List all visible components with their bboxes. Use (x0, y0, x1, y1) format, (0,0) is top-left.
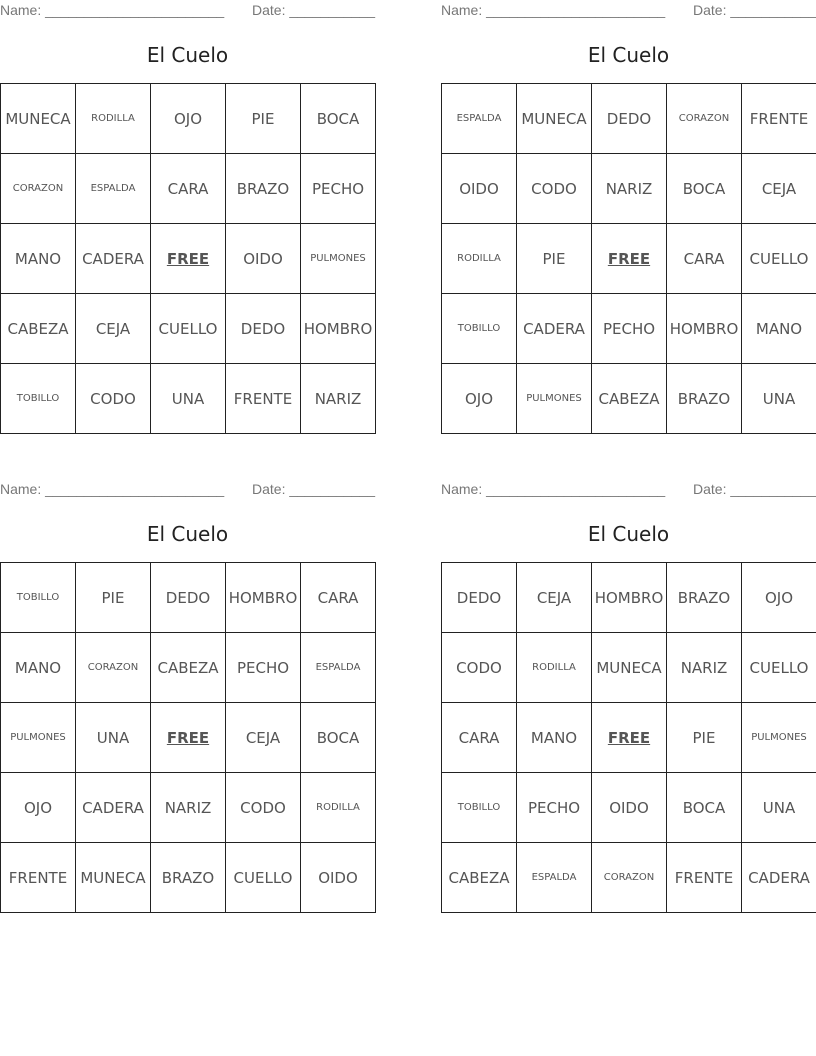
bingo-cell[interactable]: FRENTE (667, 843, 742, 913)
free-space[interactable]: FREE (151, 224, 226, 294)
bingo-cell[interactable]: MUNECA (517, 84, 592, 154)
grid-row (442, 773, 816, 843)
bingo-cell[interactable]: PECHO (592, 294, 667, 364)
bingo-grid (441, 83, 816, 434)
bingo-cell[interactable]: CARA (151, 154, 226, 224)
bingo-cell[interactable]: BRAZO (226, 154, 301, 224)
bingo-cell[interactable]: CABEZA (442, 843, 517, 913)
bingo-cell[interactable]: CUELLO (226, 843, 301, 913)
bingo-cell[interactable]: CADERA (742, 843, 816, 913)
bingo-cell[interactable]: OJO (1, 773, 76, 843)
bingo-cell[interactable]: PIE (76, 563, 151, 633)
bingo-cell[interactable]: CORAZON (76, 633, 151, 703)
bingo-cell[interactable]: CUELLO (742, 224, 816, 294)
bingo-cell[interactable]: RODILLA (442, 224, 517, 294)
grid-row (442, 843, 816, 913)
bingo-cell[interactable]: NARIZ (592, 154, 667, 224)
date-field[interactable]: Date: ___________ (693, 481, 816, 497)
bingo-cell[interactable]: OIDO (592, 773, 667, 843)
bingo-cell[interactable]: PULMONES (1, 703, 76, 773)
grid-row (442, 294, 816, 364)
bingo-cell[interactable]: OJO (742, 563, 816, 633)
grid-row (1, 294, 376, 364)
bingo-cell[interactable]: ESPALDA (76, 154, 151, 224)
date-field[interactable]: Date: ___________ (252, 481, 375, 497)
card-title: El Cuelo (587, 43, 670, 67)
bingo-cell[interactable]: CEJA (226, 703, 301, 773)
bingo-cell[interactable]: TOBILLO (1, 563, 76, 633)
bingo-cell[interactable]: ESPALDA (442, 84, 517, 154)
bingo-cell[interactable]: MANO (742, 294, 816, 364)
bingo-cell[interactable]: DEDO (151, 563, 226, 633)
bingo-cell[interactable]: MANO (1, 633, 76, 703)
bingo-cell[interactable]: CABEZA (151, 633, 226, 703)
bingo-cell[interactable]: OIDO (301, 843, 376, 913)
bingo-cell[interactable]: ESPALDA (517, 843, 592, 913)
bingo-cell[interactable]: FRENTE (1, 843, 76, 913)
bingo-cell[interactable]: MANO (517, 703, 592, 773)
grid-row (442, 154, 816, 224)
grid-row (1, 224, 376, 294)
grid-row (442, 703, 816, 773)
bingo-cell[interactable]: BRAZO (667, 364, 742, 434)
bingo-grid (0, 83, 376, 434)
bingo-cell[interactable]: PECHO (517, 773, 592, 843)
free-space[interactable]: FREE (592, 703, 667, 773)
bingo-cell[interactable]: CORAZON (1, 154, 76, 224)
bingo-cell[interactable]: CARA (667, 224, 742, 294)
bingo-cell[interactable]: CARA (301, 563, 376, 633)
grid-row (1, 364, 376, 434)
bingo-cell[interactable]: CODO (517, 154, 592, 224)
grid-row (1, 84, 376, 154)
bingo-cell[interactable]: RODILLA (517, 633, 592, 703)
bingo-cell[interactable]: PIE (517, 224, 592, 294)
card-header (441, 479, 816, 501)
date-field[interactable]: Date: ___________ (693, 2, 816, 18)
bingo-cell[interactable]: DEDO (226, 294, 301, 364)
bingo-cell[interactable]: TOBILLO (1, 364, 76, 434)
card-title: El Cuelo (146, 43, 229, 67)
bingo-cell[interactable]: NARIZ (151, 773, 226, 843)
name-field[interactable]: Name: _______________________ (441, 2, 666, 18)
date-field[interactable]: Date: ___________ (252, 2, 375, 18)
bingo-card-2 (441, 0, 816, 434)
bingo-cell[interactable]: CODO (76, 364, 151, 434)
grid-row (442, 224, 816, 294)
bingo-cell[interactable]: CABEZA (592, 364, 667, 434)
bingo-cell[interactable]: OIDO (226, 224, 301, 294)
bingo-cell[interactable]: BRAZO (667, 563, 742, 633)
bingo-cell[interactable]: MUNECA (1, 84, 76, 154)
bingo-cell[interactable]: CUELLO (151, 294, 226, 364)
name-field[interactable]: Name: _______________________ (0, 481, 225, 497)
name-field[interactable]: Name: _______________________ (441, 481, 666, 497)
card-header (441, 0, 816, 22)
bingo-cell[interactable]: PECHO (301, 154, 376, 224)
bingo-cell[interactable]: OJO (151, 84, 226, 154)
grid-row (1, 773, 376, 843)
bingo-cell[interactable]: CEJA (742, 154, 816, 224)
bingo-cell[interactable]: TOBILLO (442, 294, 517, 364)
grid-row (1, 633, 376, 703)
bingo-cell[interactable]: HOMBRO (592, 563, 667, 633)
bingo-cell[interactable]: MUNECA (592, 633, 667, 703)
bingo-cell[interactable]: MUNECA (76, 843, 151, 913)
card-title: El Cuelo (587, 522, 670, 546)
grid-row (1, 154, 376, 224)
bingo-cell[interactable]: BRAZO (151, 843, 226, 913)
bingo-cell[interactable]: CADERA (517, 294, 592, 364)
bingo-card-1 (0, 0, 375, 434)
bingo-cell[interactable]: CARA (442, 703, 517, 773)
bingo-cell[interactable]: HOMBRO (226, 563, 301, 633)
bingo-cell[interactable]: NARIZ (301, 364, 376, 434)
bingo-grid (441, 562, 816, 913)
bingo-cell[interactable]: TOBILLO (442, 773, 517, 843)
bingo-cell[interactable]: RODILLA (301, 773, 376, 843)
bingo-cell[interactable]: CODO (442, 633, 517, 703)
bingo-card-3 (0, 479, 375, 913)
bingo-cell[interactable]: OIDO (442, 154, 517, 224)
bingo-cell[interactable]: OJO (442, 364, 517, 434)
bingo-cell[interactable]: BOCA (667, 154, 742, 224)
bingo-cell[interactable]: UNA (742, 773, 816, 843)
bingo-cell[interactable]: UNA (76, 703, 151, 773)
card-title: El Cuelo (146, 522, 229, 546)
bingo-cell[interactable]: PULMONES (517, 364, 592, 434)
bingo-cell[interactable]: PECHO (226, 633, 301, 703)
bingo-cell[interactable]: ESPALDA (301, 633, 376, 703)
card-header (0, 479, 375, 501)
grid-row (1, 703, 376, 773)
grid-row (442, 84, 816, 154)
bingo-cell[interactable]: FRENTE (742, 84, 816, 154)
grid-row (1, 843, 376, 913)
grid-row (1, 563, 376, 633)
bingo-cell[interactable]: PIE (226, 84, 301, 154)
bingo-cell[interactable]: CORAZON (667, 84, 742, 154)
bingo-cell[interactable]: CEJA (517, 563, 592, 633)
bingo-cell[interactable]: UNA (742, 364, 816, 434)
grid-row (442, 563, 816, 633)
bingo-cell[interactable]: CEJA (76, 294, 151, 364)
bingo-cell[interactable]: MANO (1, 224, 76, 294)
name-field[interactable]: Name: _______________________ (0, 2, 225, 18)
bingo-cell[interactable]: CUELLO (742, 633, 816, 703)
bingo-cell[interactable]: RODILLA (76, 84, 151, 154)
bingo-cell[interactable]: HOMBRO (667, 294, 742, 364)
bingo-cell[interactable]: DEDO (442, 563, 517, 633)
bingo-cell[interactable]: DEDO (592, 84, 667, 154)
bingo-card-4 (441, 479, 816, 913)
bingo-cell[interactable]: CABEZA (1, 294, 76, 364)
bingo-cell[interactable]: PULMONES (742, 703, 816, 773)
bingo-cell[interactable]: FRENTE (226, 364, 301, 434)
free-space[interactable]: FREE (592, 224, 667, 294)
free-space[interactable]: FREE (151, 703, 226, 773)
bingo-cell[interactable]: BOCA (667, 773, 742, 843)
bingo-cell[interactable]: BOCA (301, 84, 376, 154)
bingo-cell[interactable]: HOMBRO (301, 294, 376, 364)
bingo-cell[interactable]: PIE (667, 703, 742, 773)
bingo-cell[interactable]: PULMONES (301, 224, 376, 294)
grid-row (442, 364, 816, 434)
bingo-cell[interactable]: BOCA (301, 703, 376, 773)
bingo-grid (0, 562, 376, 913)
card-header (0, 0, 375, 22)
bingo-cell[interactable]: CODO (226, 773, 301, 843)
grid-row (442, 633, 816, 703)
bingo-cell[interactable]: CADERA (76, 773, 151, 843)
bingo-cell[interactable]: CORAZON (592, 843, 667, 913)
bingo-cell[interactable]: NARIZ (667, 633, 742, 703)
bingo-cell[interactable]: CADERA (76, 224, 151, 294)
bingo-cell[interactable]: UNA (151, 364, 226, 434)
